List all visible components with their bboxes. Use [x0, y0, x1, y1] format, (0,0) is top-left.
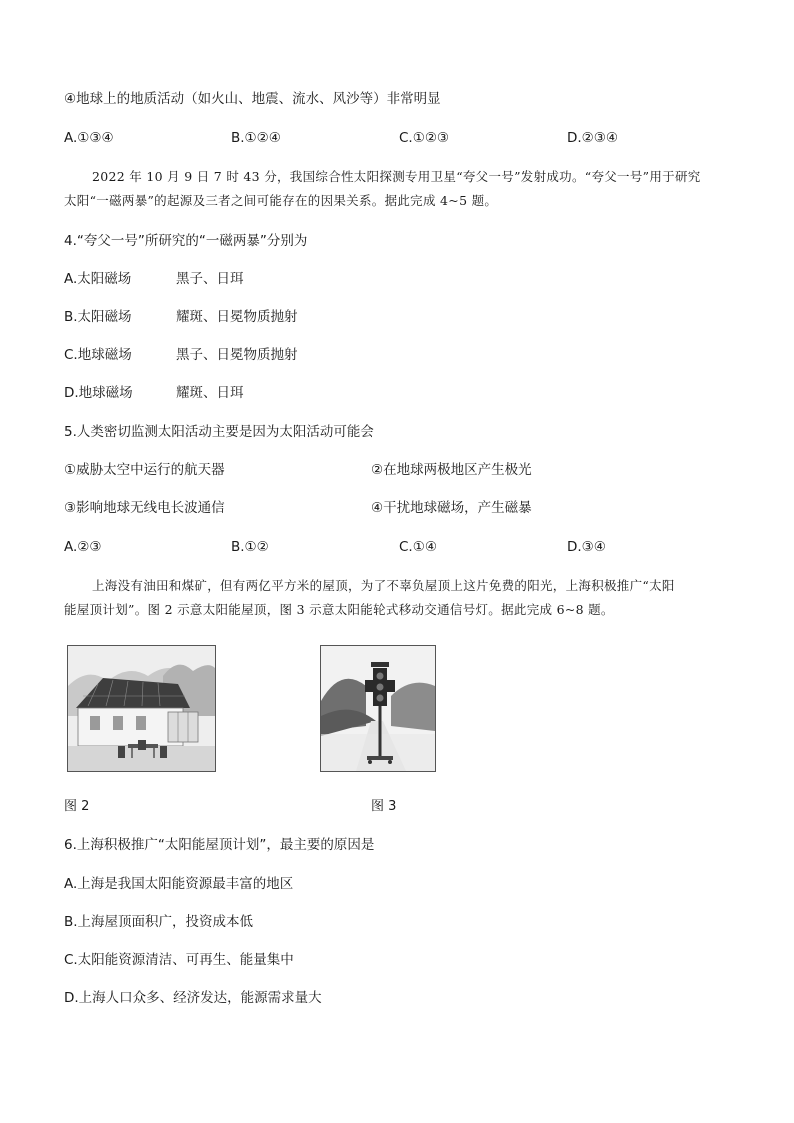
q5-item-1: ①威胁太空中运行的航天器 [64, 462, 225, 478]
q4-option-b-phenomena: 耀斑、日冕物质抛射 [176, 309, 298, 325]
q6-option-d: D.上海人口众多、经济发达，能源需求量大 [64, 990, 322, 1006]
q3-option-c: C.①②③ [399, 130, 450, 146]
q5-option-b: B.①② [231, 539, 269, 555]
solar-traffic-light-illustration [321, 646, 435, 771]
q6-option-c: C.太阳能资源清洁、可再生、能量集中 [64, 952, 294, 968]
q5-item-2: ②在地球两极地区产生极光 [371, 462, 532, 478]
figure-3-caption: 图 3 [371, 799, 397, 814]
q5-option-c: C.①④ [399, 539, 437, 555]
q3-option-a: A.①③④ [64, 130, 114, 146]
q6-option-a: A.上海是我国太阳能资源最丰富的地区 [64, 876, 294, 892]
q5-option-d: D.③④ [567, 539, 606, 555]
q4-option-b-field: B.太阳磁场 [64, 309, 132, 325]
q3-option-d: D.②③④ [567, 130, 618, 146]
q4-option-d-field: D.地球磁场 [64, 385, 133, 401]
q5-item-4: ④干扰地球磁场，产生磁暴 [371, 500, 532, 516]
q5-item-3: ③影响地球无线电长波通信 [64, 500, 225, 516]
q5-option-a: A.②③ [64, 539, 102, 555]
q4-option-d-phenomena: 耀斑、日珥 [176, 385, 244, 401]
figure-3-solar-traffic-light [320, 645, 436, 772]
figure-2-solar-roof [67, 645, 216, 772]
q5-stem: 5.人类密切监测太阳活动主要是因为太阳活动可能会 [64, 424, 374, 440]
q3-item-4: ④地球上的地质活动（如火山、地震、流水、风沙等）非常明显 [64, 91, 441, 107]
q4-option-c-phenomena: 黑子、日冕物质抛射 [176, 347, 298, 363]
q4-option-a-field: A.太阳磁场 [64, 271, 132, 287]
passage1-line1: 2022 年 10 月 9 日 7 时 43 分，我国综合性太阳探测专用卫星“夸父一号”发射成功。“夸父一号”用于研究 [92, 169, 701, 184]
q4-stem: 4.“夸父一号”所研究的“一磁两暴”分别为 [64, 233, 308, 249]
q6-option-b: B.上海屋顶面积广，投资成本低 [64, 914, 254, 930]
q4-option-a-phenomena: 黑子、日珥 [176, 271, 244, 287]
passage2-line2: 能屋顶计划”。图 2 示意太阳能屋顶，图 3 示意太阳能轮式移动交通信号灯。据此完成 6~8 题。 [64, 602, 614, 617]
solar-roof-house-illustration [68, 646, 215, 771]
q4-option-c-field: C.地球磁场 [64, 347, 132, 363]
passage2-line1: 上海没有油田和煤矿，但有两亿平方米的屋顶，为了不辜负屋顶上这片免费的阳光，上海积极推广“太阳 [92, 578, 675, 593]
figure-2-caption: 图 2 [64, 799, 90, 814]
passage1-line2: 太阳“一磁两暴”的起源及三者之间可能存在的因果关系。据此完成 4~5 题。 [64, 193, 498, 208]
q6-stem: 6.上海积极推广“太阳能屋顶计划”，最主要的原因是 [64, 837, 375, 853]
q3-option-b: B.①②④ [231, 130, 281, 146]
